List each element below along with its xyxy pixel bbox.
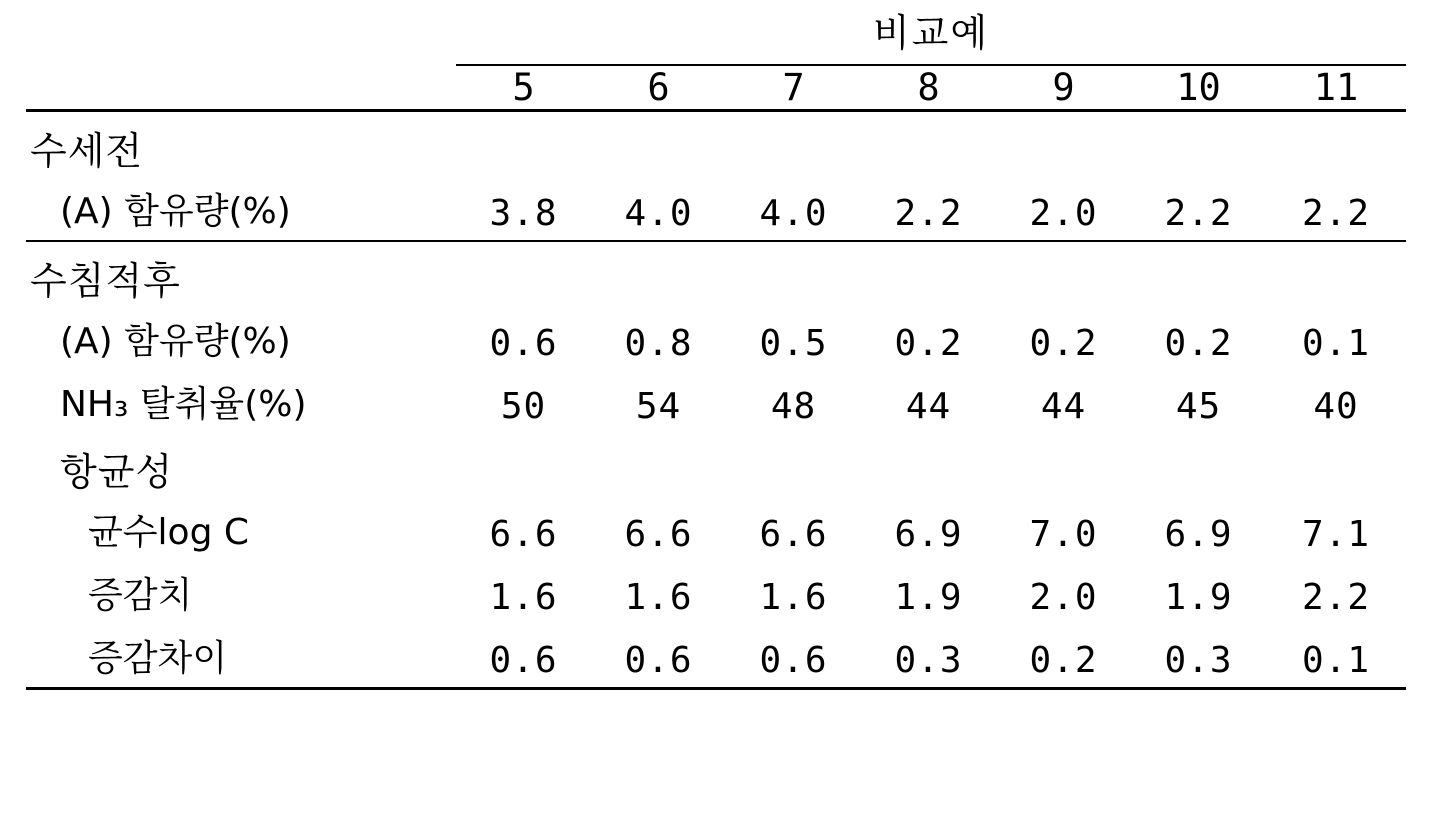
- column-header-blank: [26, 65, 456, 111]
- empty-cell: [996, 242, 1131, 307]
- empty-cell: [456, 112, 591, 177]
- empty-cell: [861, 112, 996, 177]
- empty-cell: [1131, 242, 1266, 307]
- column-header-6: 6: [647, 65, 670, 109]
- column-header-5: 5: [512, 65, 535, 109]
- cell-value: 2.2: [1164, 192, 1233, 234]
- column-header-7: 7: [782, 65, 805, 109]
- spacer-cell: [26, 10, 456, 64]
- comparative-examples-table: [26, 10, 1406, 690]
- cell-value: 0.3: [1164, 639, 1233, 681]
- row-label-a-content-after-immersion: (A) 함유량(%): [60, 320, 291, 362]
- table-row: [26, 177, 1406, 241]
- cell-value: 45: [1175, 385, 1222, 427]
- cell-value: 2.2: [894, 192, 963, 234]
- cell-value: 3.8: [489, 192, 558, 234]
- cell-value: 0.2: [894, 322, 963, 364]
- empty-cell: [1266, 433, 1406, 498]
- row-label-a-content-before-wash: (A) 함유량(%): [60, 190, 291, 232]
- table-bottom-rule: [26, 688, 1406, 690]
- rule-line: [26, 688, 1406, 690]
- cell-value: 1.9: [894, 576, 963, 618]
- cell-value: 44: [1040, 385, 1087, 427]
- empty-cell: [1131, 433, 1266, 498]
- empty-cell: [996, 433, 1131, 498]
- cell-value: 2.0: [1029, 576, 1098, 618]
- empty-cell: [861, 433, 996, 498]
- cell-value: 1.9: [1164, 576, 1233, 618]
- document-page: [0, 10, 1432, 826]
- table-column-header-row: [26, 65, 1406, 111]
- column-header-8: 8: [917, 65, 940, 109]
- cell-value: 6.9: [894, 513, 963, 555]
- cell-value: 0.5: [759, 322, 828, 364]
- table-row: [26, 307, 1406, 370]
- empty-cell: [726, 433, 861, 498]
- cell-value: 0.2: [1029, 639, 1098, 681]
- section-title-antibacterial: 항균성: [60, 449, 174, 494]
- empty-cell: [456, 433, 591, 498]
- empty-cell: [1131, 112, 1266, 177]
- cell-value: 6.6: [489, 513, 558, 555]
- cell-value: 1.6: [759, 576, 828, 618]
- cell-value: 6.6: [624, 513, 693, 555]
- cell-value: 0.1: [1302, 639, 1371, 681]
- cell-value: 0.3: [894, 639, 963, 681]
- table-group-header-row: [26, 10, 1406, 64]
- cell-value: 0.2: [1164, 322, 1233, 364]
- cell-value: 7.1: [1302, 513, 1371, 555]
- cell-value: 1.6: [624, 576, 693, 618]
- cell-value: 48: [770, 385, 817, 427]
- empty-cell: [591, 433, 726, 498]
- cell-value: 4.0: [624, 192, 693, 234]
- empty-cell: [591, 242, 726, 307]
- cell-value: 0.1: [1302, 322, 1371, 364]
- cell-value: 2.2: [1302, 192, 1371, 234]
- empty-cell: [1266, 112, 1406, 177]
- table-row: [26, 561, 1406, 624]
- section-title-row-after-immersion: [26, 242, 1406, 307]
- cell-value: 44: [905, 385, 952, 427]
- cell-value: 1.6: [489, 576, 558, 618]
- column-header-9: 9: [1052, 65, 1075, 109]
- empty-cell: [861, 242, 996, 307]
- cell-value: 7.0: [1029, 513, 1098, 555]
- column-header-10: 10: [1176, 65, 1221, 109]
- cell-value: 54: [635, 385, 682, 427]
- cell-value: 6.6: [759, 513, 828, 555]
- cell-value: 0.6: [489, 639, 558, 681]
- cell-value: 0.6: [489, 322, 558, 364]
- cell-value: 6.9: [1164, 513, 1233, 555]
- cell-value: 0.2: [1029, 322, 1098, 364]
- empty-cell: [1266, 242, 1406, 307]
- cell-value: 40: [1313, 385, 1359, 427]
- table-row: [26, 624, 1406, 689]
- empty-cell: [456, 242, 591, 307]
- empty-cell: [591, 112, 726, 177]
- section-title-after-immersion: 수침적후: [30, 258, 181, 303]
- cell-value: 0.6: [759, 639, 828, 681]
- cell-value: 2.0: [1029, 192, 1098, 234]
- column-header-11: 11: [1313, 65, 1359, 109]
- row-label-nh3-deodorization-rate: NH₃ 탈취율(%): [60, 383, 307, 425]
- cell-value: 0.6: [624, 639, 693, 681]
- cell-value: 0.8: [624, 322, 693, 364]
- row-label-bacteria-count-log-c: 균수log C: [88, 511, 250, 553]
- cell-value: 4.0: [759, 192, 828, 234]
- empty-cell: [726, 112, 861, 177]
- section-title-row-before-wash: [26, 112, 1406, 177]
- table-row: [26, 498, 1406, 561]
- section-title-before-wash: 수세전: [30, 128, 144, 173]
- cell-value: 2.2: [1302, 576, 1371, 618]
- section-title-row-antibacterial: [26, 433, 1406, 498]
- group-header-label: 비교예: [872, 11, 990, 55]
- table-row: [26, 370, 1406, 433]
- cell-value: 50: [500, 385, 547, 427]
- row-label-increase-decrease-difference: 증감차이: [88, 637, 228, 679]
- empty-cell: [726, 242, 861, 307]
- row-label-increase-decrease-value: 증감치: [88, 574, 193, 616]
- empty-cell: [996, 112, 1131, 177]
